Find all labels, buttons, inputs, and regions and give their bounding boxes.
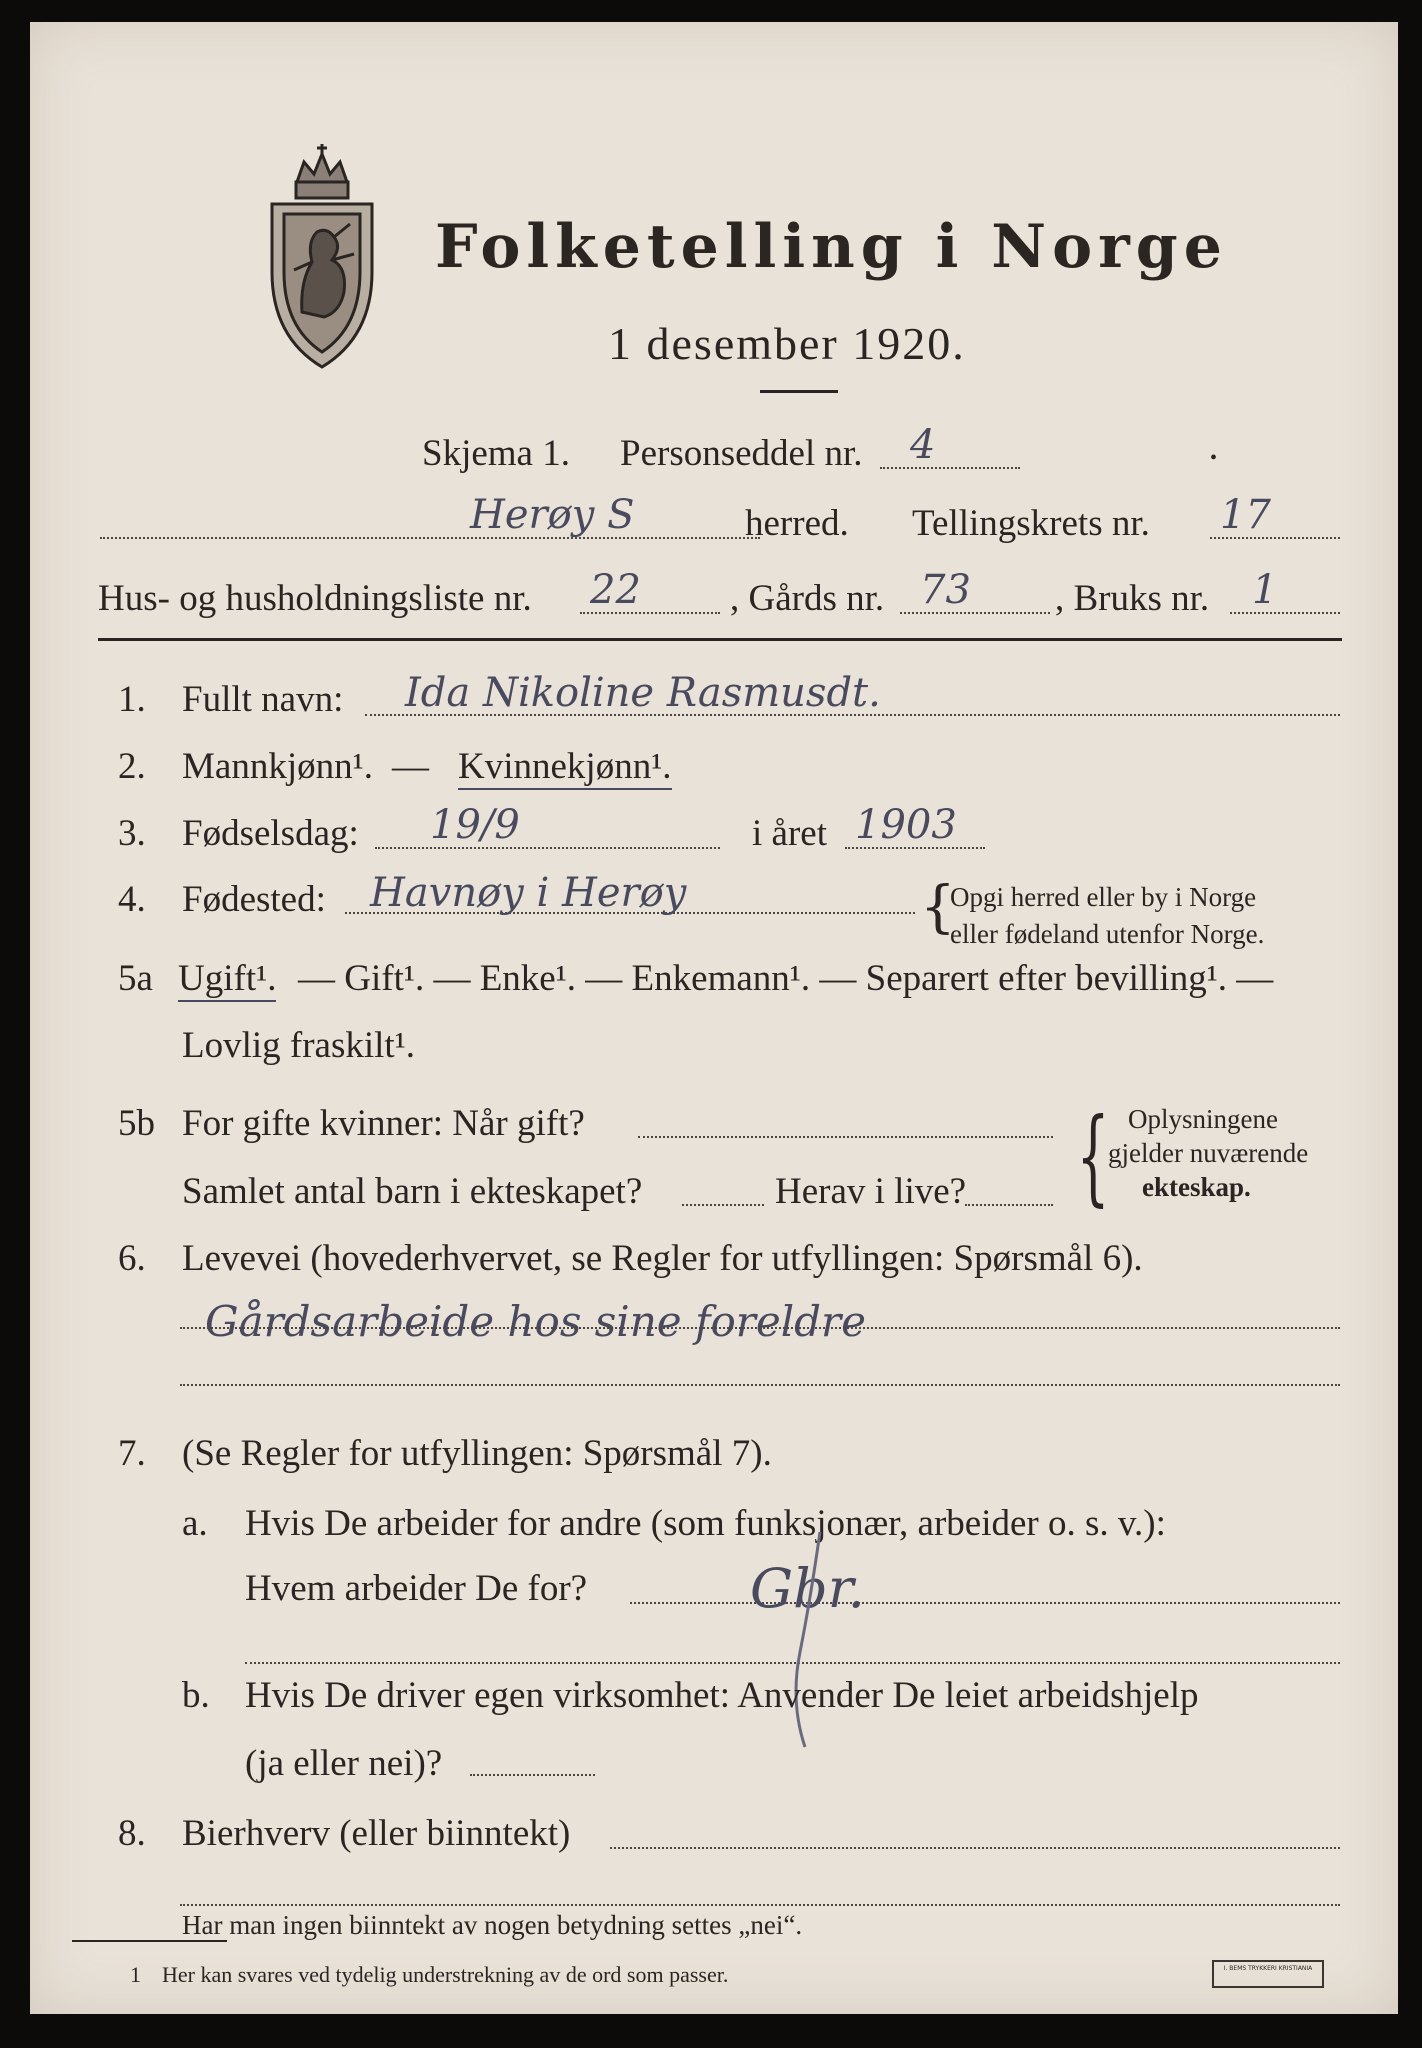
q5b-alive: Herav i live? bbox=[775, 1171, 967, 1212]
q1-label: Fullt navn: bbox=[182, 679, 344, 720]
q1-number: 1. bbox=[118, 679, 146, 720]
printer-stamp-text: I. BEMS TRYKKERI KRISTIANIA bbox=[1223, 1965, 1313, 1972]
q6-label: Levevei (hovederhvervet, se Regler for utfyllingen: Spørsmål 6). bbox=[182, 1238, 1143, 1279]
q6-value[interactable]: Gårdsarbeide hos sine foreldre bbox=[205, 1297, 866, 1346]
q6-line-2 bbox=[180, 1384, 1340, 1386]
q7a-line bbox=[630, 1602, 1340, 1604]
q5a-number: 5a bbox=[118, 958, 153, 999]
bruks-label: , Bruks nr. bbox=[1055, 578, 1210, 619]
herred-value[interactable]: Herøy S bbox=[470, 492, 635, 538]
q7b-letter: b. bbox=[182, 1675, 210, 1716]
q4-number: 4. bbox=[118, 879, 146, 920]
personseddel-value[interactable]: 4 bbox=[910, 422, 936, 468]
q8-line-2 bbox=[180, 1904, 1340, 1906]
husliste-value[interactable]: 22 bbox=[590, 567, 641, 613]
q2-female-option[interactable]: Kvinnekjønn¹. bbox=[458, 745, 672, 790]
q7a-line-1: Hvis De arbeider for andre (som funksjonær, arbeider o. s. v.): bbox=[245, 1503, 1166, 1544]
footnote-rule bbox=[72, 1940, 227, 1942]
q5a-ugift-option[interactable]: Ugift¹. bbox=[178, 957, 276, 1002]
q5b-children-line bbox=[682, 1204, 764, 1206]
q1-value[interactable]: Ida Nikoline Rasmusdt. bbox=[405, 670, 881, 716]
title-divider bbox=[760, 390, 838, 393]
q5b-children: Samlet antal barn i ekteskapet? bbox=[182, 1171, 643, 1212]
q4-label: Fødested: bbox=[182, 879, 326, 920]
q5a-line-2[interactable]: Lovlig fraskilt¹. bbox=[182, 1025, 416, 1066]
q8-note: Har man ingen biinntekt av nogen betydning settes „nei“. bbox=[182, 1910, 803, 1940]
q8-label: Bierhverv (eller biinntekt) bbox=[182, 1813, 571, 1854]
q5b-alive-line bbox=[965, 1204, 1053, 1206]
herred-label: herred. bbox=[745, 503, 849, 544]
bruks-line bbox=[1230, 612, 1340, 614]
q3-number: 3. bbox=[118, 813, 146, 854]
q6-line-1 bbox=[180, 1327, 1340, 1329]
q3-value[interactable]: 19/9 bbox=[430, 802, 520, 848]
q3-year-value[interactable]: 1903 bbox=[855, 802, 957, 848]
q5b-note-2: gjelder nuværende bbox=[1108, 1138, 1309, 1168]
coat-of-arms-icon bbox=[262, 142, 382, 372]
q5b-when-line bbox=[638, 1136, 1053, 1138]
q7-label: (Se Regler for utfyllingen: Spørsmål 7). bbox=[182, 1433, 772, 1474]
q5b-when-married: For gifte kvinner: Når gift? bbox=[182, 1103, 585, 1144]
q7b-line bbox=[470, 1774, 595, 1776]
q4-note-2: eller fødeland utenfor Norge. bbox=[950, 919, 1265, 949]
gards-label: , Gårds nr. bbox=[730, 578, 885, 619]
tellingskrets-value[interactable]: 17 bbox=[1220, 492, 1271, 538]
q7b-line-1: Hvis De driver egen virksomhet: Anvender De leiet arbeidshjelp bbox=[245, 1675, 1199, 1716]
q7b-line-2: (ja eller nei)? bbox=[245, 1743, 443, 1784]
q4-note-1: Opgi herred eller by i Norge bbox=[950, 882, 1257, 912]
q2-number: 2. bbox=[118, 746, 146, 787]
header-rule bbox=[98, 638, 1342, 641]
q4-value[interactable]: Havnøy i Herøy bbox=[370, 870, 687, 916]
q2-dash: — bbox=[392, 746, 429, 787]
q8-line-1 bbox=[610, 1847, 1340, 1849]
q4-brace: { bbox=[920, 875, 956, 940]
q5a-other-options[interactable]: — Gift¹. — Enke¹. — Enkemann¹. — Separert efter bevilling¹. — bbox=[298, 958, 1274, 999]
q3-line bbox=[375, 847, 720, 849]
q8-number: 8. bbox=[118, 1813, 146, 1854]
q7a-line-2: Hvem arbeider De for? bbox=[245, 1568, 588, 1609]
footnote-mark: 1 bbox=[130, 1962, 141, 1987]
q5b-number: 5b bbox=[118, 1103, 155, 1144]
q5b-note-1: Oplysningene bbox=[1128, 1104, 1278, 1134]
gards-value[interactable]: 73 bbox=[920, 567, 971, 613]
ink-dot: • bbox=[1210, 447, 1218, 469]
form-title: Folketelling i Norge bbox=[435, 212, 1228, 282]
footnote-text: Her kan svares ved tydelig understrekning av de ord som passer. bbox=[162, 1962, 729, 1987]
q5b-brace: { bbox=[1076, 1095, 1110, 1217]
q3-label: Fødselsdag: bbox=[182, 813, 359, 854]
q2-male-option[interactable]: Mannkjønn¹. bbox=[182, 746, 373, 787]
bruks-value[interactable]: 1 bbox=[1252, 567, 1278, 613]
herred-line bbox=[100, 537, 760, 539]
q7-number: 7. bbox=[118, 1433, 146, 1474]
q3-year-label: i året bbox=[752, 813, 827, 854]
personseddel-line bbox=[880, 467, 1020, 469]
printer-stamp bbox=[1212, 1960, 1324, 1988]
schema-label: Skjema 1. bbox=[422, 433, 570, 474]
q5b-note-3: ekteskap. bbox=[1142, 1172, 1251, 1202]
q7a-value[interactable]: Gbr. bbox=[750, 1557, 865, 1620]
q7a-letter: a. bbox=[182, 1503, 208, 1544]
personseddel-label: Personseddel nr. bbox=[620, 433, 863, 474]
handwritten-stroke bbox=[760, 1522, 850, 1752]
census-form bbox=[30, 22, 1398, 2014]
tellingskrets-label: Tellingskrets nr. bbox=[912, 503, 1150, 544]
husliste-label: Hus- og husholdningsliste nr. bbox=[98, 578, 532, 619]
q6-number: 6. bbox=[118, 1238, 146, 1279]
form-date: 1 desember 1920. bbox=[608, 318, 966, 369]
